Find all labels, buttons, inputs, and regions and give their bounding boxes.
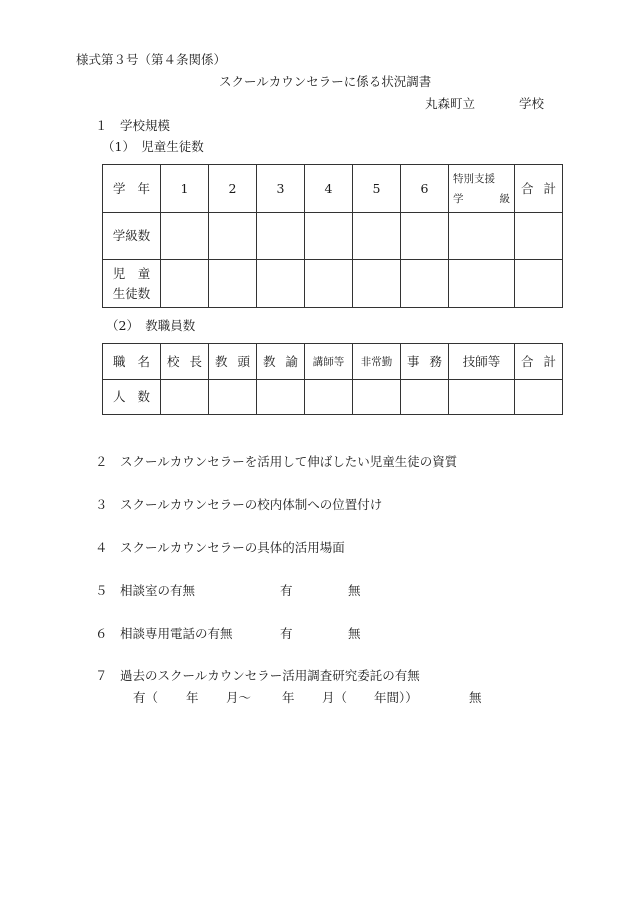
cell-input[interactable]	[401, 213, 449, 260]
cell-input[interactable]	[353, 380, 401, 415]
header-parttime: 非常勤	[353, 344, 401, 380]
row-label-classes: 学級数	[103, 213, 161, 260]
row-label-count: 人 数	[103, 380, 161, 415]
item-7-yes-open[interactable]: 有（	[133, 690, 159, 705]
item-7-label: ７ 過去のスクールカウンセラー活用調査研究委託の有無	[95, 668, 420, 683]
header-grade: 学 年	[103, 165, 161, 213]
header-vice-principal: 教 頭	[209, 344, 257, 380]
cell-input[interactable]	[449, 213, 515, 260]
header-special-class: 特別支援 学 級	[449, 165, 515, 213]
cell-input[interactable]	[161, 260, 209, 308]
header-grade-5: 5	[353, 165, 401, 213]
school-suffix: 学校	[519, 96, 545, 111]
cell-input[interactable]	[515, 380, 563, 415]
header-grade-2: 2	[209, 165, 257, 213]
item-7-month2: 月（	[322, 690, 348, 705]
cell-input[interactable]	[401, 260, 449, 308]
cell-input[interactable]	[257, 213, 305, 260]
header-principal: 校 長	[161, 344, 209, 380]
section1-sub2-heading: （2） 教職員数	[106, 318, 196, 333]
cell-input[interactable]	[209, 380, 257, 415]
header-job: 職 名	[103, 344, 161, 380]
item-5-label: ５ 相談室の有無	[95, 583, 196, 598]
cell-input[interactable]	[305, 380, 353, 415]
header-grade-3: 3	[257, 165, 305, 213]
cell-input[interactable]	[209, 260, 257, 308]
section1-heading: １ 学校規模	[95, 118, 171, 133]
header-grade-4: 4	[305, 165, 353, 213]
header-staff-total: 合 計	[515, 344, 563, 380]
staff-count-table	[102, 343, 563, 415]
header-teacher: 教 諭	[257, 344, 305, 380]
header-grade-1: 1	[161, 165, 209, 213]
cell-input[interactable]	[353, 260, 401, 308]
item-4: ４ スクールカウンセラーの具体的活用場面	[95, 540, 345, 555]
item-3: ３ スクールカウンセラーの校内体制への位置付け	[95, 497, 383, 512]
item-7-month1: 月～	[226, 690, 252, 705]
cell-input[interactable]	[161, 213, 209, 260]
cell-input[interactable]	[305, 213, 353, 260]
cell-input[interactable]	[257, 380, 305, 415]
cell-input[interactable]	[401, 380, 449, 415]
item-6-no[interactable]: 無	[348, 626, 361, 641]
header-lecturer: 講師等	[305, 344, 353, 380]
item-7-years: 年間））	[374, 690, 418, 705]
cell-input[interactable]	[449, 260, 515, 308]
section1-sub1-heading: （1） 児童生徒数	[102, 139, 204, 154]
item-7-year2: 年	[282, 690, 295, 705]
item-6-yes[interactable]: 有	[280, 626, 293, 641]
cell-input[interactable]	[353, 213, 401, 260]
header-clerk: 事 務	[401, 344, 449, 380]
form-number: 様式第３号（第４条関係）	[76, 52, 227, 67]
cell-input[interactable]	[449, 380, 515, 415]
item-7-no[interactable]: 無	[469, 690, 482, 705]
cell-input[interactable]	[515, 213, 563, 260]
item-5-no[interactable]: 無	[348, 583, 361, 598]
header-total: 合 計	[515, 165, 563, 213]
header-grade-6: 6	[401, 165, 449, 213]
row-label-students: 児 童 生徒数	[103, 260, 161, 308]
student-count-table	[102, 164, 563, 308]
item-5-yes[interactable]: 有	[280, 583, 293, 598]
item-6-label: ６ 相談専用電話の有無	[95, 626, 233, 641]
item-2: ２ スクールカウンセラーを活用して伸ばしたい児童生徒の資質	[95, 454, 458, 469]
cell-input[interactable]	[209, 213, 257, 260]
cell-input[interactable]	[257, 260, 305, 308]
cell-input[interactable]	[305, 260, 353, 308]
item-7-year1: 年	[186, 690, 199, 705]
header-technician: 技師等	[449, 344, 515, 380]
cell-input[interactable]	[161, 380, 209, 415]
school-town: 丸森町立	[425, 96, 476, 111]
cell-input[interactable]	[515, 260, 563, 308]
document-title: スクールカウンセラーに係る状況調書	[219, 74, 432, 89]
